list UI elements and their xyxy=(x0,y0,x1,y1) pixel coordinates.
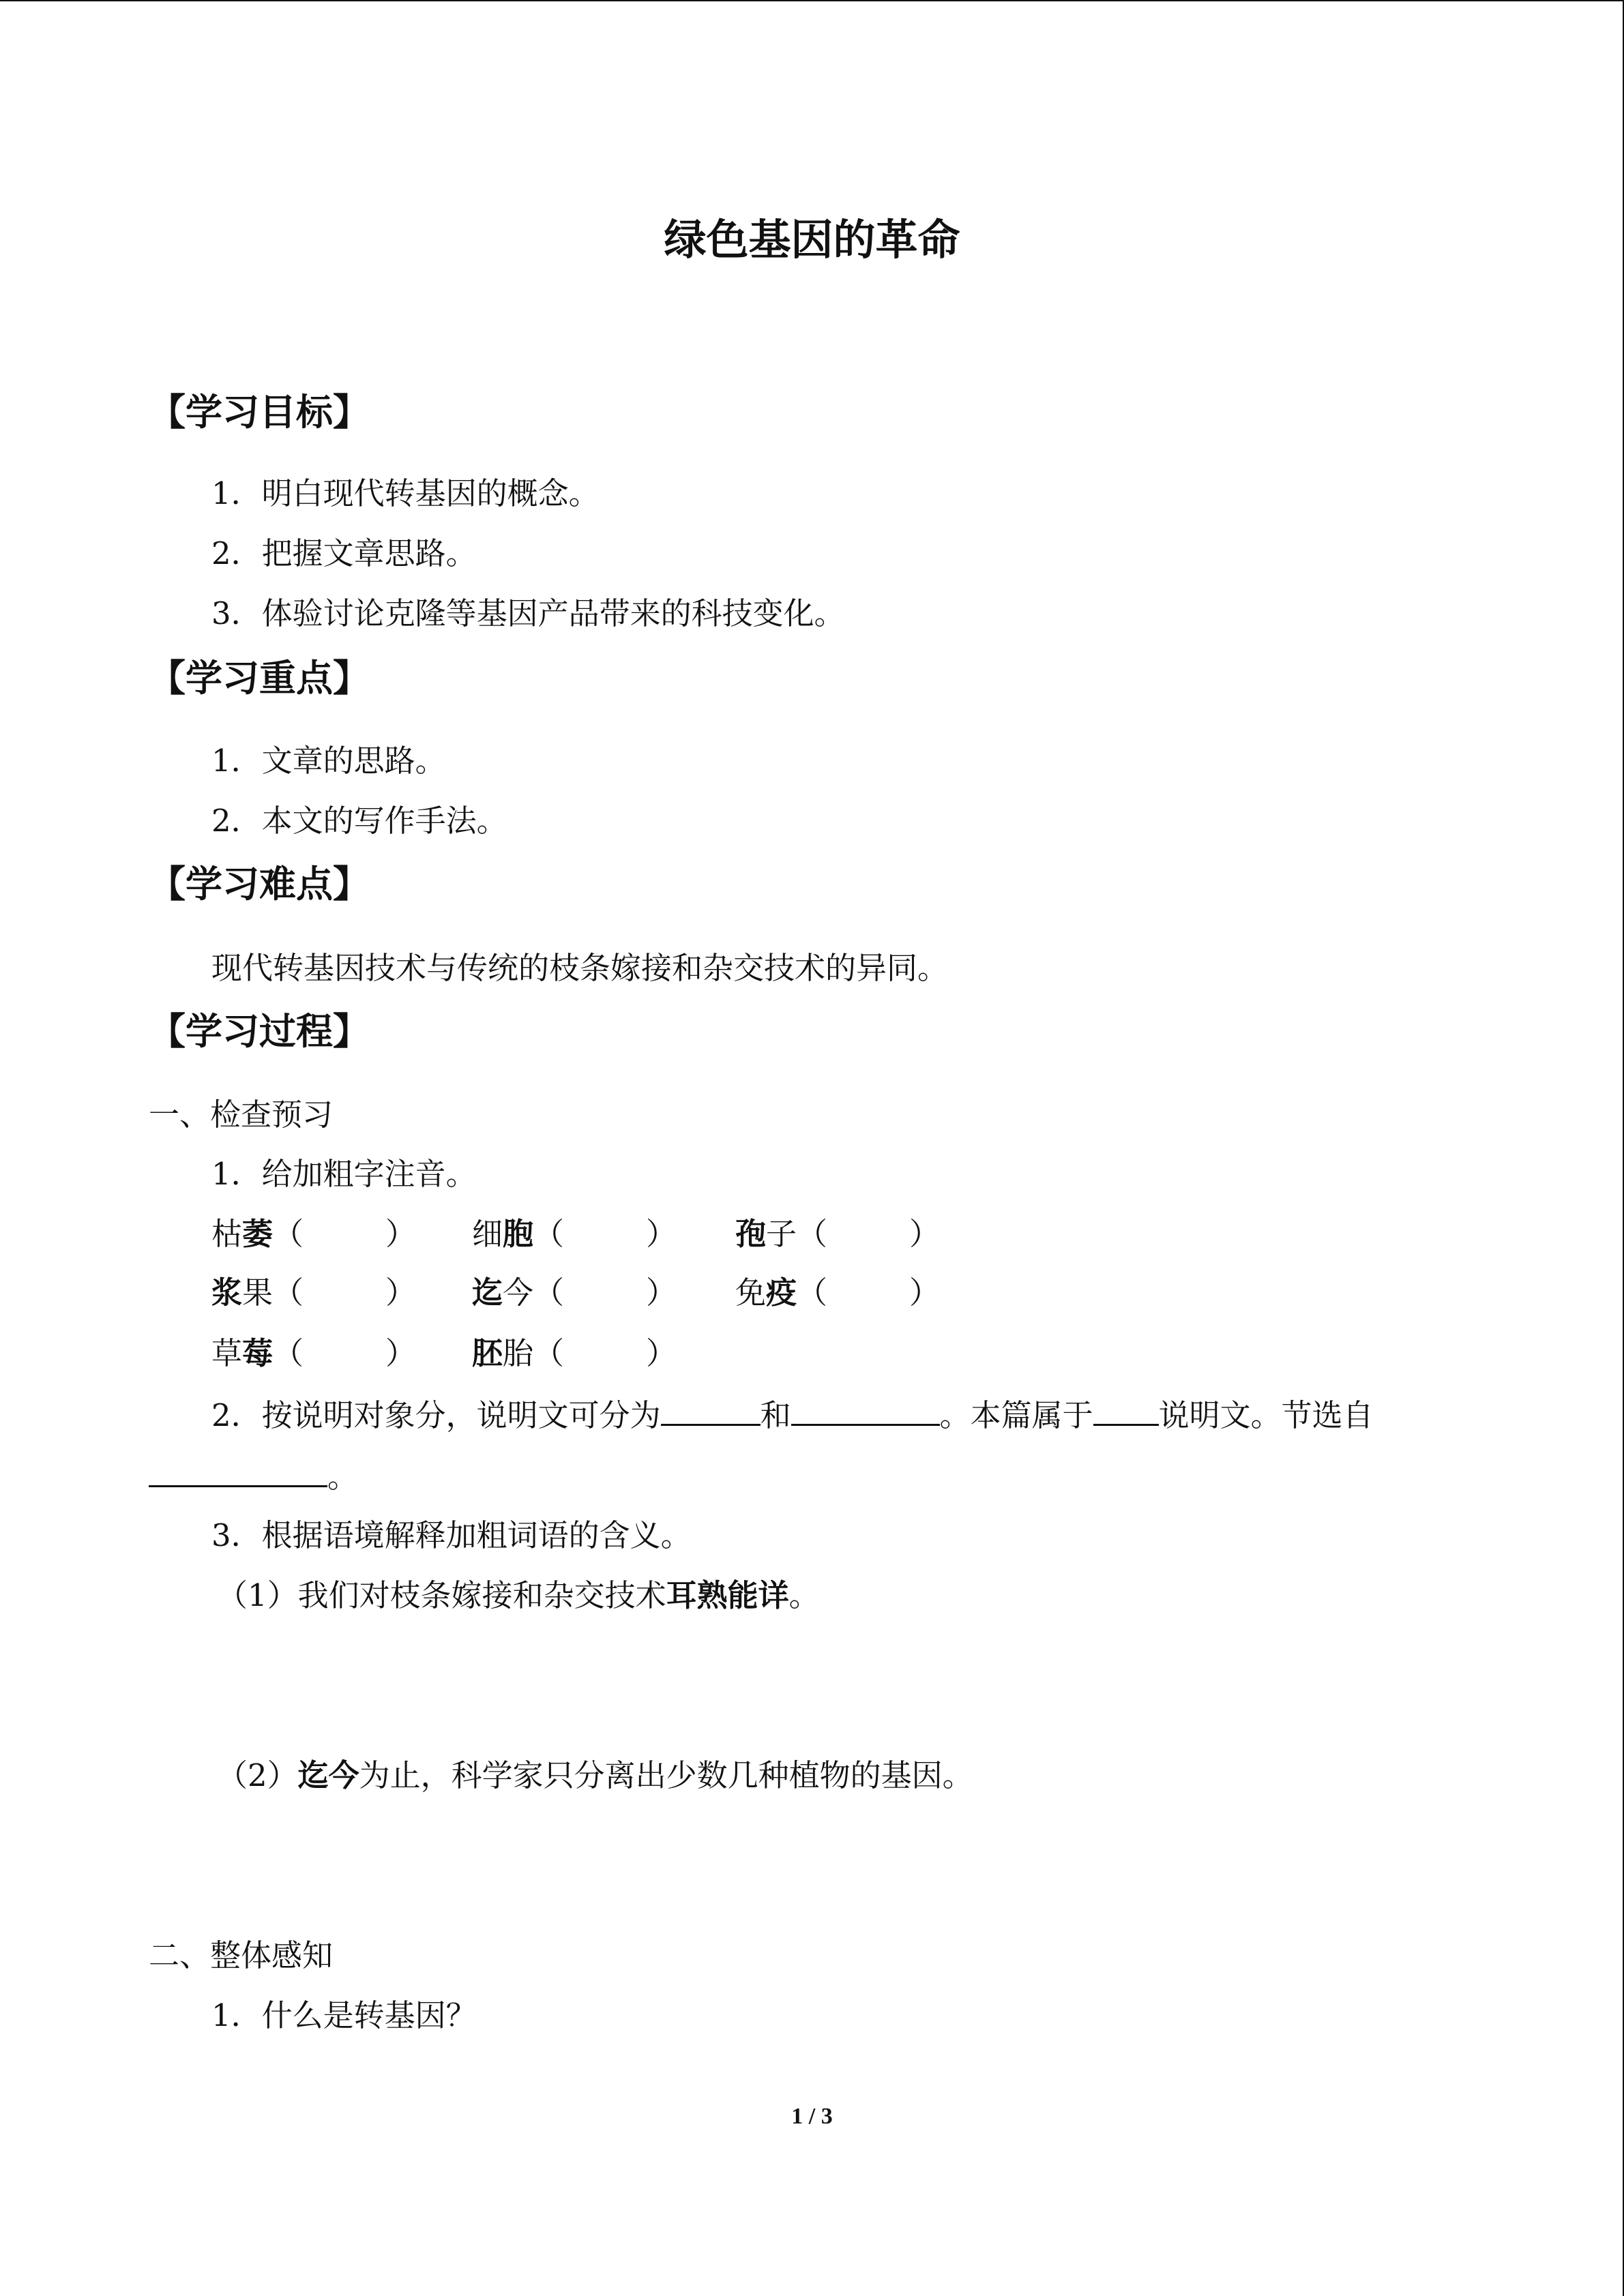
part1-heading: 一、检查预习 xyxy=(149,1097,334,1133)
q3-sentence-2: （2）迄今为止，科学家只分离出少数几种植物的基因。 xyxy=(217,1757,973,1793)
heading-focus: 【学习重点】 xyxy=(149,657,370,700)
part2-q1: 1．什么是转基因？ xyxy=(211,1997,477,2033)
goal-item-1: 1．明白现代转基因的概念。 xyxy=(211,475,600,511)
part2-heading: 二、整体感知 xyxy=(149,1937,334,1973)
word-item: 细胞（ ） xyxy=(472,1216,677,1252)
heading-difficulty: 【学习难点】 xyxy=(149,863,370,906)
q1-prompt: 1．给加粗字注音。 xyxy=(211,1156,477,1192)
heading-process: 【学习过程】 xyxy=(149,1010,370,1053)
word-item: 草莓（ ） xyxy=(211,1335,417,1371)
q2-line: 2．按说明对象分，说明文可分为 和 。本篇属于 说明文。节选自 xyxy=(211,1394,1374,1436)
goal-item-2: 2．把握文章思路。 xyxy=(211,535,477,571)
q3-sentence-1: （1）我们对枝条嫁接和杂交技术耳熟能详。 xyxy=(217,1577,820,1613)
q3-prompt: 3．根据语境解释加粗词语的含义。 xyxy=(211,1517,692,1553)
word-item: 浆果（ ） xyxy=(211,1274,417,1311)
word-item: 迄今（ ） xyxy=(472,1274,677,1311)
document-title: 绿色基因的革命 xyxy=(664,215,960,265)
answer-blank[interactable] xyxy=(149,1455,327,1487)
focus-item-2: 2．本文的写作手法。 xyxy=(211,803,507,839)
word-item: 孢子（ ） xyxy=(735,1216,941,1252)
word-item: 胚胎（ ） xyxy=(472,1335,677,1371)
focus-item-1: 1．文章的思路。 xyxy=(211,743,446,779)
answer-blank[interactable] xyxy=(791,1394,940,1426)
answer-blank[interactable] xyxy=(1093,1394,1159,1426)
answer-blank[interactable] xyxy=(661,1394,761,1426)
word-item: 免疫（ ） xyxy=(735,1274,941,1311)
word-item: 枯萎（ ） xyxy=(211,1216,417,1252)
heading-goals: 【学习目标】 xyxy=(149,391,370,434)
goal-item-3: 3．体验讨论克隆等基因产品带来的科技变化。 xyxy=(211,595,845,631)
page-number: 1 / 3 xyxy=(791,2104,833,2129)
difficulty-text: 现代转基因技术与传统的枝条嫁接和杂交技术的异同。 xyxy=(211,950,949,986)
q2-line-cont: 。 xyxy=(149,1455,358,1497)
